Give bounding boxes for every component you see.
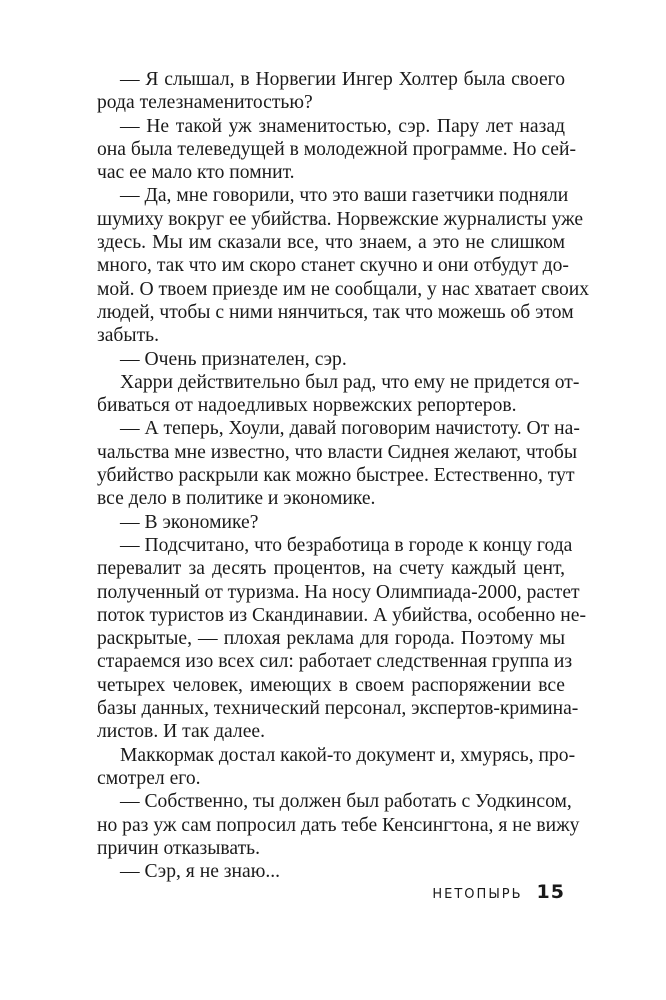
text-line: час ее мало кто помнит. xyxy=(97,162,295,184)
page-footer xyxy=(432,881,565,903)
text-line: но раз уж сам попросил дать тебе Кенсингтона, я не вижу xyxy=(97,814,580,836)
text-line: — А теперь, Хоули, давай поговорим начистоту. От на- xyxy=(120,418,580,440)
text-line: чальства мне известно, что власти Сиднея желают, чтобы xyxy=(97,441,578,463)
text-line: все дело в политике и экономике. xyxy=(97,488,376,510)
text-line: листов. И так далее. xyxy=(97,721,265,743)
text-line: Харри действительно был рад, что ему не придется от- xyxy=(120,371,580,393)
text-line: полученный от туризма. На носу Олимпиада-2000, растет xyxy=(97,581,580,603)
text-line: смотрел его. xyxy=(97,767,201,789)
text-line: поток туристов из Скандинавии. А убийства, особенно не- xyxy=(97,604,586,626)
text-line: четырех человек, имеющих в своем распоряжении все xyxy=(97,674,565,696)
text-line: рода телезнаменитостью? xyxy=(97,92,313,114)
running-title: НЕТОПЫРЬ xyxy=(432,887,523,902)
text-line: — Я слышал, в Норвегии Ингер Холтер была своего xyxy=(120,69,565,90)
page-number: 15 xyxy=(536,881,565,903)
text-line: — В экономике? xyxy=(120,511,259,533)
text-line: стараемся изо всех сил: работает следственная группа из xyxy=(97,651,573,673)
text-line: шумиху вокруг ее убийства. Норвежские журналисты уже xyxy=(97,208,584,230)
text-line: биваться от надоедливых норвежских репортеров. xyxy=(97,395,517,417)
text-line: — Да, мне говорили, что это ваши газетчики подняли xyxy=(120,185,569,207)
text-line: людей, чтобы с ними нянчиться, так что можешь об этом xyxy=(97,301,574,323)
text-line: — Не такой уж знаменитостью, сэр. Пару лет назад xyxy=(120,115,565,137)
text-line: много, так что им скоро станет скучно и они отбудут до- xyxy=(97,255,569,277)
text-line: она была телеведущей в молодежной программе. Но сей- xyxy=(97,138,576,160)
text-line: мой. О твоем приезде им не сообщали, у нас хватает своих xyxy=(97,278,590,300)
text-line: убийство раскрыли как можно быстрее. Естественно, тут xyxy=(97,465,575,487)
text-line: раскрытые, — плохая реклама для города. Поэтому мы xyxy=(97,628,565,650)
text-line: Маккормак достал какой-то документ и, хмурясь, про- xyxy=(120,744,576,766)
text-line: перевалит за десять процентов, на счету каждый цент, xyxy=(97,558,565,580)
text-line: причин отказывать. xyxy=(97,837,260,859)
text-line: забыть. xyxy=(97,325,159,347)
text-line: — Подсчитано, что безработица в городе к концу года xyxy=(120,534,573,556)
text-line: — Сэр, я не знаю... xyxy=(120,861,281,883)
text-line: — Очень признателен, сэр. xyxy=(120,348,347,370)
text-line: базы данных, технический персонал, экспертов-кримина- xyxy=(97,698,579,720)
text-line: — Собственно, ты должен был работать с Уодкинсом, xyxy=(120,791,572,813)
page-body-text xyxy=(97,68,590,883)
text-line: здесь. Мы им сказали все, что знаем, а это не слишком xyxy=(97,232,565,254)
